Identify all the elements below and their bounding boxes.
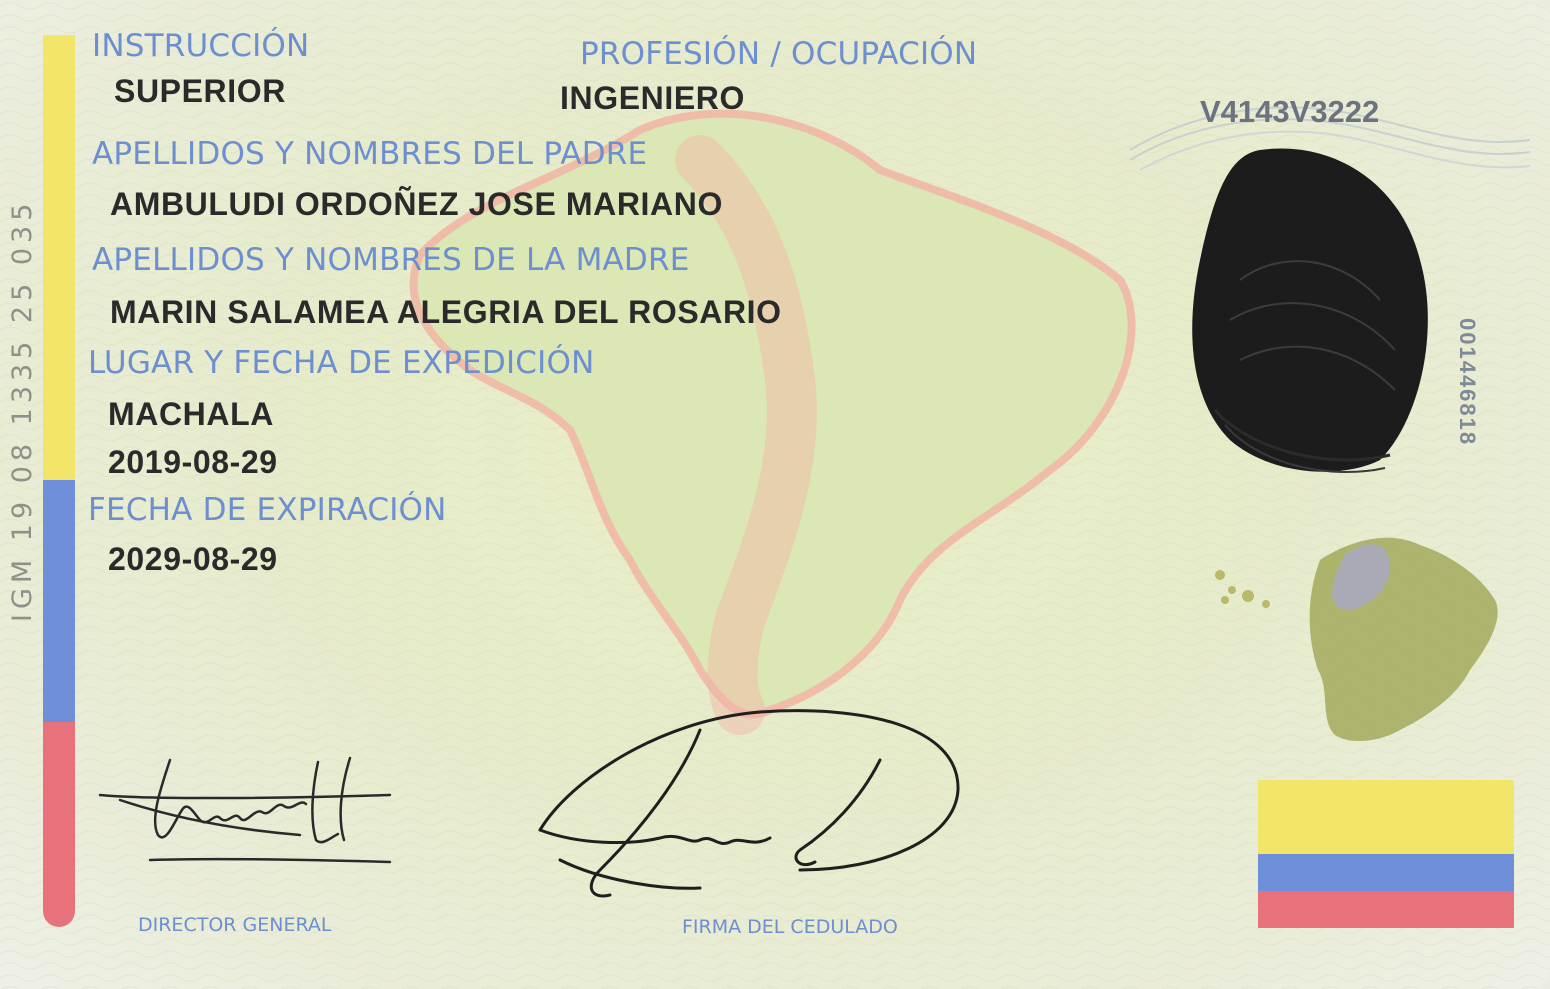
- profesion-value: INGENIERO: [560, 80, 745, 116]
- expedicion-fecha: 2019-08-29: [108, 444, 278, 480]
- expedicion-label: LUGAR Y FECHA DE EXPEDICIÓN: [88, 345, 595, 381]
- instruccion-label: INSTRUCCIÓN: [92, 28, 310, 64]
- flag-stripe-yellow: [43, 35, 75, 480]
- cedulado-label: FIRMA DEL CEDULADO: [682, 916, 898, 938]
- flag-stripe-blue: [43, 480, 75, 722]
- profesion-label: PROFESIÓN / OCUPACIÓN: [580, 36, 978, 72]
- flag-stripe-red: [43, 722, 75, 927]
- expiracion-fecha: 2029-08-29: [108, 541, 278, 577]
- card-code: V4143V3222: [1200, 94, 1380, 129]
- padre-value: AMBULUDI ORDOÑEZ JOSE MARIANO: [110, 186, 723, 222]
- instruccion-value: SUPERIOR: [114, 73, 286, 109]
- padre-label: APELLIDOS Y NOMBRES DEL PADRE: [92, 136, 648, 172]
- expedicion-lugar: MACHALA: [108, 396, 274, 432]
- flag-icon: [1258, 780, 1514, 928]
- serial-number: 001446818: [1455, 318, 1480, 447]
- side-code: IGM 19 08 1335 25 035: [7, 198, 38, 622]
- madre-value: MARIN SALAMEA ALEGRIA DEL ROSARIO: [110, 294, 782, 330]
- expiracion-label: FECHA DE EXPIRACIÓN: [88, 492, 447, 528]
- director-label: DIRECTOR GENERAL: [138, 914, 332, 936]
- madre-label: APELLIDOS Y NOMBRES DE LA MADRE: [92, 242, 690, 278]
